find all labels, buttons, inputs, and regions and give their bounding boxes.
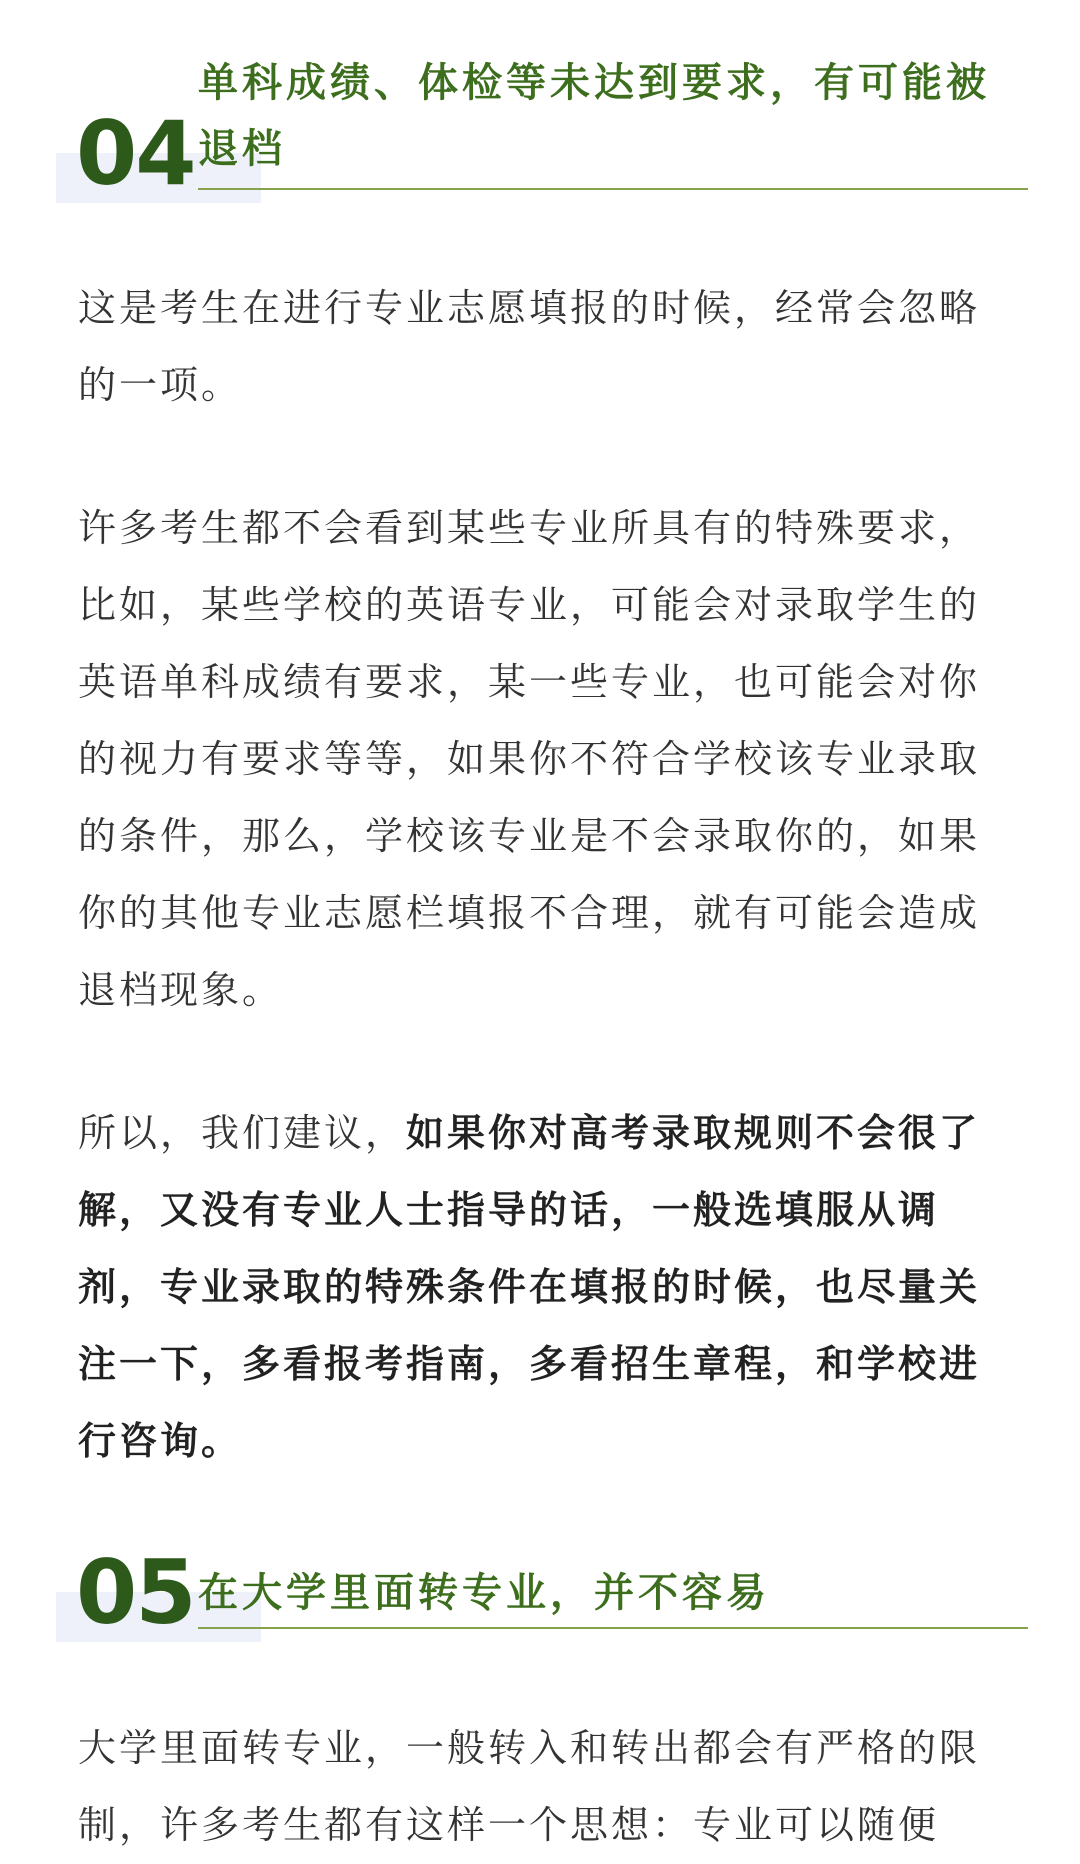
section-divider bbox=[198, 188, 1028, 190]
paragraph-transfer: 大学里面转专业，一般转入和转出都会有严格的限制，许多考生都有这样一个思想：专业可以随便 bbox=[78, 1726, 981, 1847]
section-number: 04 bbox=[76, 102, 195, 205]
paragraph-details: 许多考生都不会看到某些专业所具有的特殊要求，比如，某些学校的英语专业，可能会对录取学生的英语单科成绩有要求，某一些专业，也可能会对你的视力有要求等等，如果你不符合学校该专业录取的条件，那么，学校该专业是不会录取你的，如果你的其他专业志愿栏填报不合理，就有可能会造成退档现象。 bbox=[78, 506, 981, 1012]
section-title: 在大学里面转专业，并不容易 bbox=[198, 1570, 770, 1616]
section-title: 单科成绩、体检等未达到要求，有可能被退档 bbox=[198, 60, 990, 172]
paragraph-intro: 这是考生在进行专业志愿填报的时候，经常会忽略的一项。 bbox=[78, 286, 981, 407]
advice-lead: 所以，我们建议， bbox=[78, 1111, 407, 1155]
advice-emphasis: 如果你对高考录取规则不会很了解，又没有专业人士指导的话，一般选填服从调剂，专业录取的特殊条件在填报的时候，也尽量关注一下，多看报考指南，多看招生章程，和学校进行咨询。 bbox=[78, 1111, 981, 1463]
section-divider bbox=[198, 1627, 1028, 1629]
section-number: 05 bbox=[76, 1541, 195, 1644]
paragraph-advice bbox=[78, 1095, 1008, 1480]
